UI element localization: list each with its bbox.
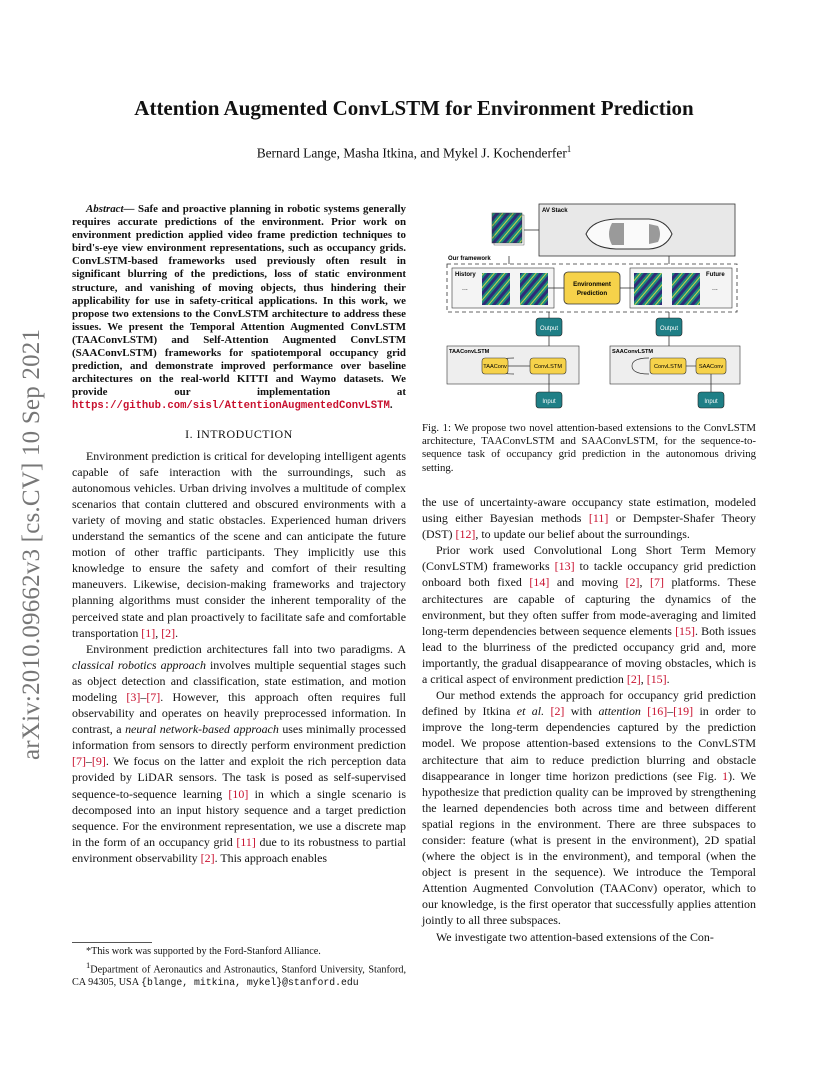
our-framework-label: Our framework (448, 256, 491, 262)
environment-prediction-box (564, 272, 620, 304)
text-run: uses minimally processed information from sensors to directly perform environment prediction (72, 722, 407, 753)
citation-link[interactable]: [7] (146, 690, 161, 704)
emphasis: neural network-based approach (125, 722, 279, 737)
history-ellipsis: ... (462, 285, 468, 292)
citation-link[interactable]: [19] (673, 704, 694, 719)
text-run: ). We hypothesize that prediction quality can be improved by strengthening the learned dependencies both across time and between different spatial regions in the environment. There are three subspaces to consider: feature (what is present in the environment), 2D spatial (where the object is in the environment), and temporal (when the object is present in the sequence). We introduce the Temporal Attention Augmented Convolution (TAAConv) operator, which to our knowledge, is the first operator that successfully applies attention jointly to all three subspaces. (422, 768, 756, 928)
abstract (72, 203, 406, 414)
text-run: in which a single scenario is decomposed into an input history sequence and a target prediction sequence. For the environment representation, we use a discrete map in the form of an occupancy grid (72, 786, 406, 849)
footnote-rule (72, 942, 152, 943)
text-run: Environment prediction is critical for developing intelligent agents capable of safe interaction with the surroundings, such as autonomous vehicles. Urban driving involves a multitude of complex scenarios that contain cluttered and obscured environments with a variety of moving and static obstacles. Experienced human drivers understand the semantics of the scene and can anticipate the future motion of other traffic participants. They implicitly use this knowledge to ensure the safety and comfort of their resulting maneuvers. Likewise, decision-making frameworks and trajectory planning algorithms must consider the inherent temporality of the perceived state and plan proactively to facilitate safe and comfortable transportation (72, 448, 406, 640)
citation-link[interactable]: [2] (550, 704, 565, 719)
text-run: in order to improve the long-term dependencies captured by the prediction model. We propose attention-based extensions to the ConvLSTM architecture that aim to reduce prediction blurring and obstacle disappearance in longer time horizon predictions (see Fig. (422, 704, 757, 783)
text-run: , (639, 575, 651, 590)
output-label-right: Output (659, 326, 679, 332)
text-run: or Dempster-Shafer Theory (DST) (422, 511, 756, 542)
citation-link[interactable]: [1] (141, 625, 156, 640)
citation-link[interactable]: [16] (647, 704, 668, 719)
citation-link[interactable]: [14] (529, 575, 550, 590)
text-run: Environment prediction architectures fall into two paradigms. A (86, 641, 406, 656)
saaconv-label: SAAConv (698, 364, 724, 370)
convlstm-label-left: ConvLSTM (534, 364, 562, 370)
right-paragraph-2 (422, 542, 756, 687)
caption-text: Fig. 1: We propose two novel attention-based extensions to the ConvLSTM architecture, TAAConvLSTM and SAAConvLSTM, for the sequence-to-sequence task of occupancy grid prediction in the autonomous driving setting. (422, 422, 756, 474)
intro-paragraph-1 (72, 448, 406, 641)
input-label-right: Input (704, 399, 718, 405)
author-affiliation-mark: 1 (566, 144, 572, 154)
env-pred-line1: Environment (573, 281, 611, 288)
text-run: and moving (549, 575, 626, 590)
emphasis: et al. (516, 704, 545, 719)
taaconvlstm-label: TAAConvLSTM (449, 349, 490, 355)
text-run: involves multiple sequential stages such as object detection and classification, state estimation, and motion modeling (72, 657, 406, 704)
history-label: History (455, 272, 476, 278)
text-run: , (640, 672, 647, 687)
citation-link[interactable]: [11] (236, 834, 256, 849)
abstract-dash: — (123, 203, 139, 215)
citation-link[interactable]: [7] (72, 754, 86, 769)
text-run: . However, this approach often requires full observability and operates on heavily preprocessed information. In contrast, a (72, 690, 406, 737)
text-run: . We focus on the latter and exploit the rich perception data provided by LiDAR sensors. The task is posed as self-supervised sequence-to-sequence learning (72, 754, 406, 801)
citation-link[interactable]: [15] (675, 623, 695, 638)
footnote (72, 942, 406, 989)
output-label-left: Output (539, 326, 559, 332)
right-paragraph-1 (422, 494, 756, 542)
history-grid-2 (520, 273, 548, 305)
text-run: – (140, 690, 147, 704)
citation-link[interactable]: [2] (200, 850, 215, 865)
section-heading-introduction: I. INTRODUCTION (185, 426, 293, 441)
citation-link[interactable]: [2] (625, 575, 640, 590)
citation-link[interactable]: [2] (161, 625, 176, 640)
abstract-end: . (389, 399, 393, 412)
citation-link[interactable]: [3] (126, 690, 141, 704)
author-emails: {blange, mitkina, mykel}@stanford.edu (141, 976, 359, 988)
future-grid-1 (634, 273, 662, 305)
text-run: , to update our belief about the surroundings. (475, 527, 690, 542)
footnote-funding: *This work was supported by the Ford-Stanford Alliance. (86, 946, 321, 957)
text-run: due to its robustness to partial environment observability (72, 834, 406, 865)
emphasis: classical robotics approach (72, 657, 206, 672)
citation-link[interactable]: [11] (588, 511, 609, 526)
right-paragraph-4: We investigate two attention-based extensions of the Con- (436, 929, 714, 944)
citation-link[interactable]: [2] (626, 672, 641, 687)
text-run: . Both issues lead to the blurriness of the predicted occupancy grid and, more importantly, the gradual disappearance of moving obstacles, which is a critical aspect of environment prediction (422, 623, 756, 687)
right-column (422, 494, 756, 945)
convlstm-label-right: ConvLSTM (654, 364, 682, 370)
right-paragraph-3 (422, 687, 756, 928)
repo-link[interactable]: https://github.com/sisl/AttentionAugmentedConvLSTM (72, 400, 390, 413)
taaconv-label: TAAConv (483, 364, 507, 370)
author-line (0, 144, 828, 161)
citation-link[interactable]: [12] (455, 527, 476, 542)
text-run: , (155, 625, 162, 640)
future-label: Future (706, 272, 725, 278)
text-run: . (175, 625, 179, 640)
env-pred-line2: Prediction (576, 290, 608, 297)
history-grid-1 (482, 273, 510, 305)
text-run: with (564, 704, 599, 719)
citation-link[interactable]: [7] (650, 575, 664, 590)
affiliation-mark: 1 (86, 959, 91, 970)
car-icon (586, 219, 672, 249)
av-stack-label: AV Stack (542, 208, 568, 214)
sensor-grid-image (492, 213, 522, 243)
saaconvlstm-label: SAAConvLSTM (612, 349, 654, 355)
figure-1-caption (422, 422, 756, 475)
citation-link[interactable]: [13] (554, 559, 575, 574)
emphasis: attention (598, 704, 641, 719)
text-run: to tackle occupancy grid prediction onboard both fixed (422, 559, 756, 590)
citation-link[interactable]: [10] (228, 786, 249, 801)
citation-link[interactable]: [15] (646, 672, 667, 687)
text-run: – (85, 754, 92, 769)
text-run: . This approach enables (214, 850, 328, 865)
text-run: Our method extends the approach for occupancy grid prediction defined by Itkina (422, 688, 756, 719)
text-run: Prior work used Convolutional Long Short Term Memory (ConvLSTM) frameworks (422, 543, 756, 574)
figure-1-diagram (444, 200, 744, 412)
intro-paragraph-2 (72, 641, 406, 866)
affiliation-text: Department of Aeronautics and Astronautics, Stanford University, Stanford, CA 94305, USA (72, 963, 406, 988)
abstract-text: Safe and proactive planning in robotic systems generally requires accurate predictions of the environment. Prior work on environment prediction applied video frame prediction techniques to bird's-eye view environment representations, such as occupancy grids. ConvLSTM-based frameworks used previously often result in significant blurring of the predictions, loss of static environment structure, and vanishing of moving objects, thus hindering their applicability for use in safety-critical applications. In this work, we propose two extensions to the ConvLSTM architecture to address these issues. We present the Temporal Attention Augmented ConvLSTM (TAAConvLSTM) and Self-Attention Augmented ConvLSTM (SAAConvLSTM) frameworks for spatiotemporal occupancy grid prediction, and demonstrate improved performance over baseline architectures on the real-world KITTI and Waymo datasets. We provide our implementation at (72, 203, 406, 399)
text-run: – (667, 704, 674, 719)
authors: Bernard Lange, Masha Itkina, and Mykel J. Kochenderfer (256, 145, 567, 161)
text-run: platforms. These architectures are capable of capturing the dynamics of the environment, but they often suffer from mode-averaging and limited long-term dependencies between sequence elements (422, 575, 756, 638)
input-label-left: Input (542, 399, 556, 405)
arxiv-sidebar-stamp: arXiv:2010.09662v3 [cs.CV] 10 Sep 2021 (18, 328, 45, 760)
future-ellipsis: ... (712, 285, 718, 292)
figure-reference-link[interactable]: 1 (722, 768, 729, 783)
footnote-affiliation (72, 959, 406, 990)
left-column (72, 203, 406, 866)
citation-link[interactable]: [9] (91, 754, 106, 769)
text-run: . (666, 672, 670, 687)
abstract-lead: Abstract (86, 203, 124, 215)
paper-title: Attention Augmented ConvLSTM for Environment Prediction (134, 96, 694, 120)
future-grid-2 (672, 273, 700, 305)
text-run: the use of uncertainty-aware occupancy state estimation, modeled using either Bayesian methods (422, 495, 756, 526)
